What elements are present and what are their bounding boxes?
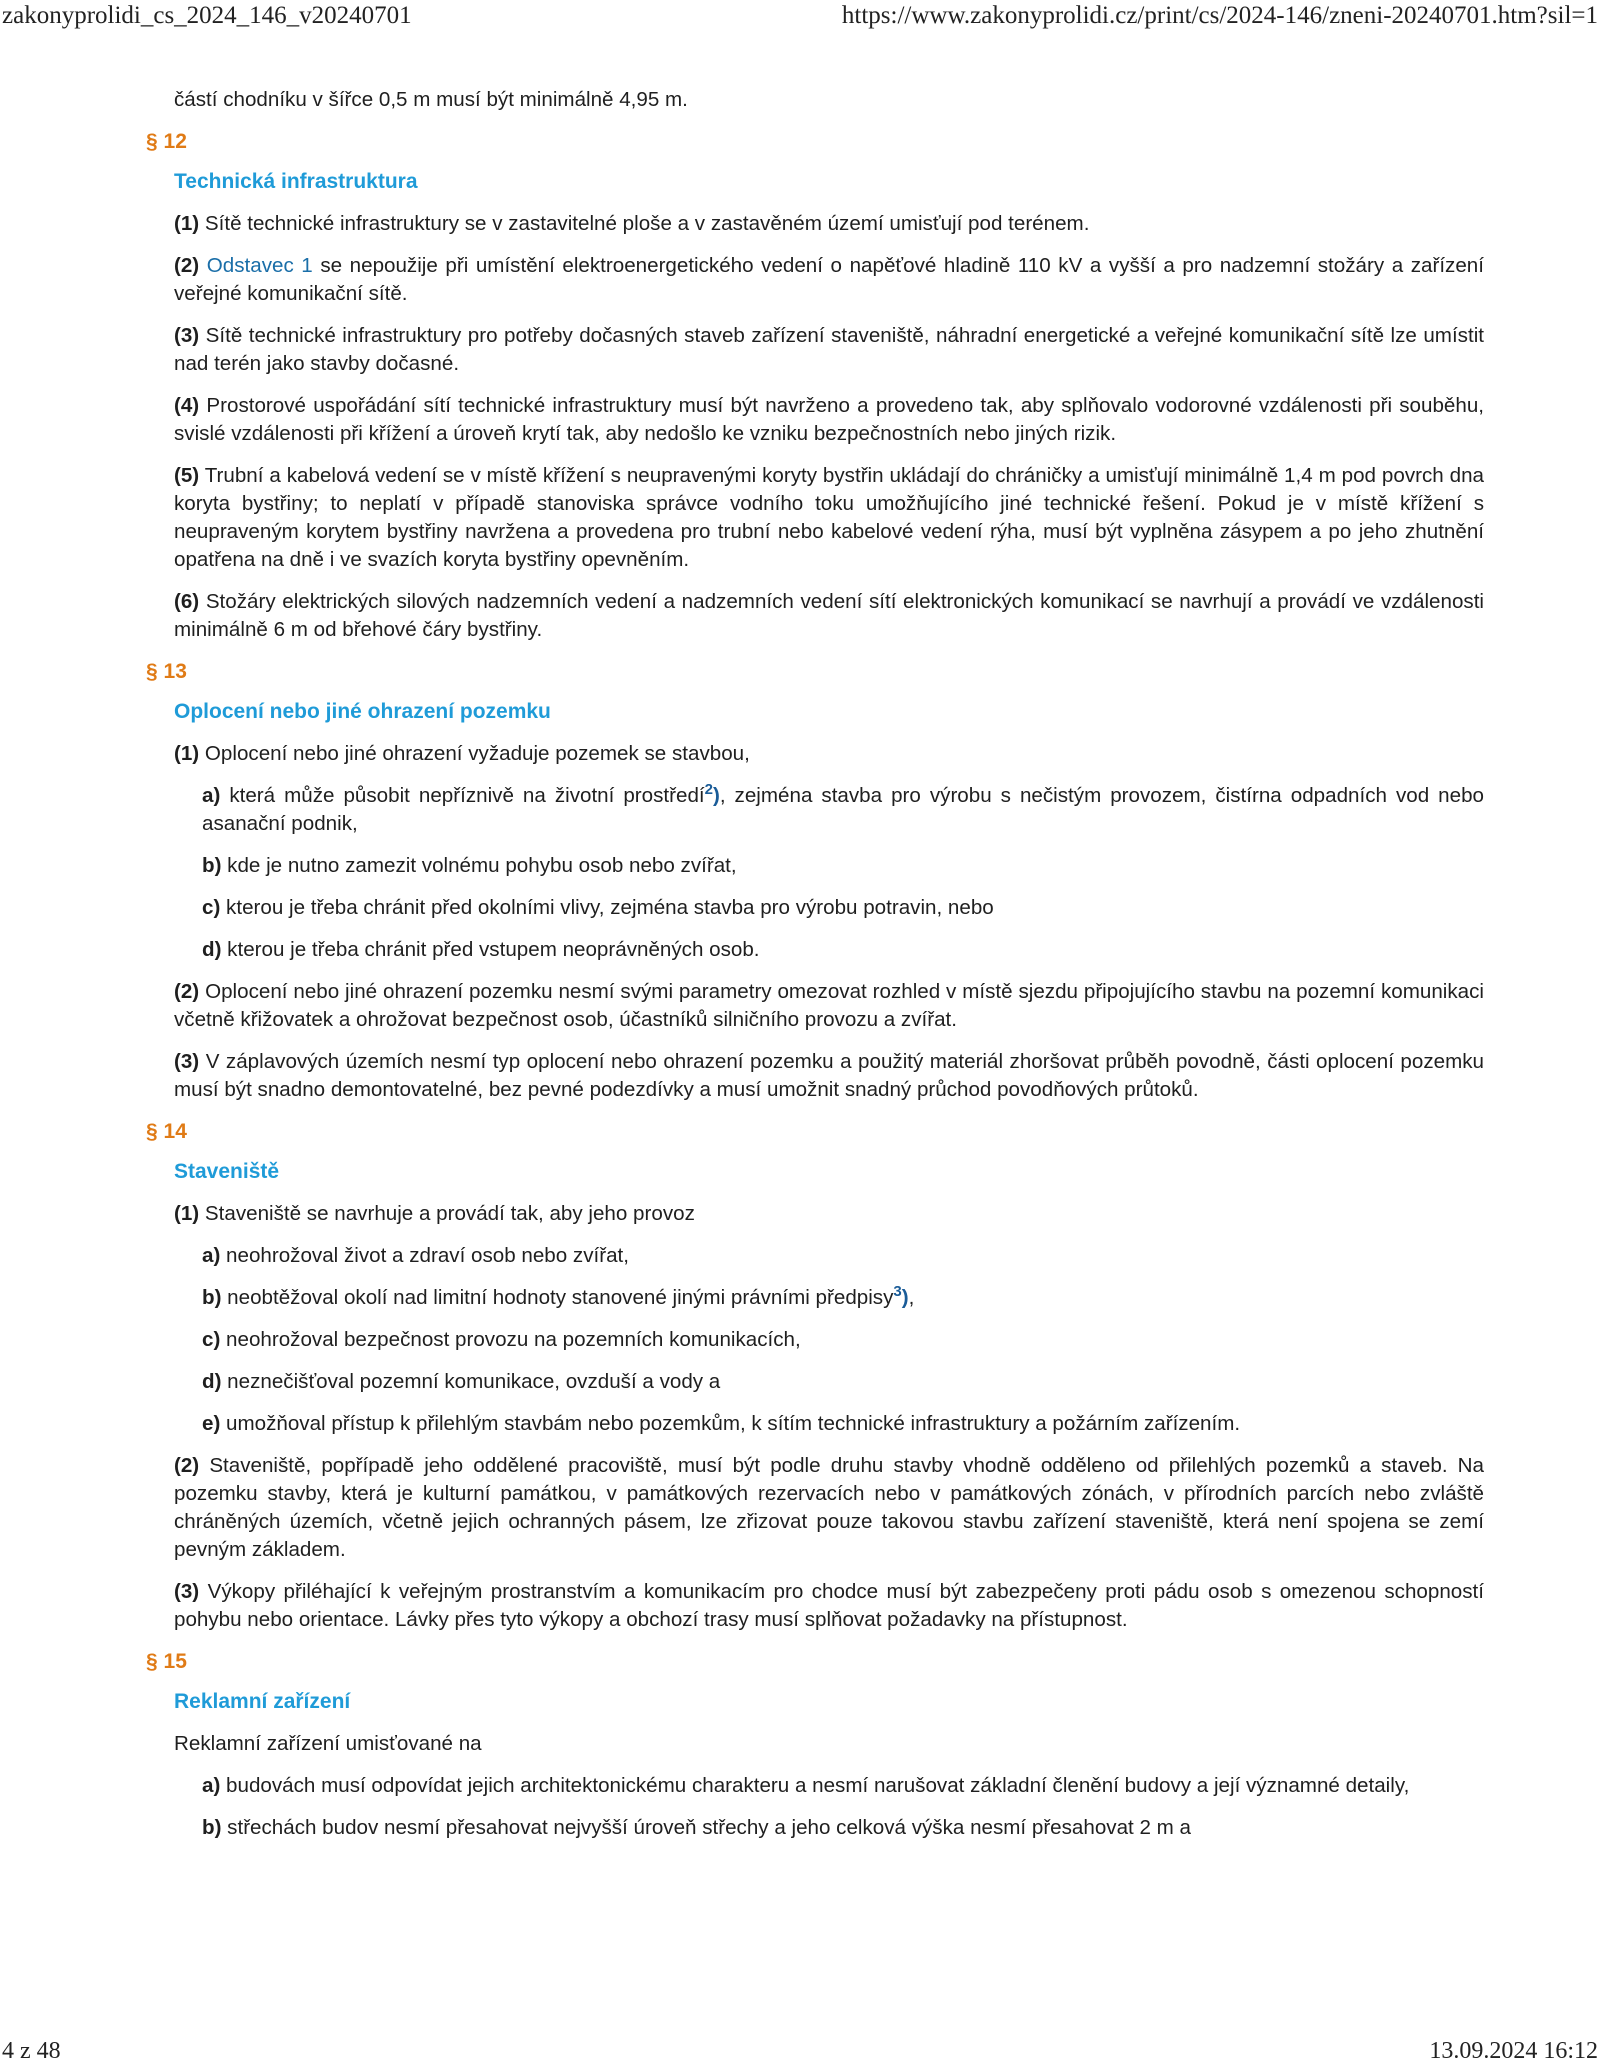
- section-mark-12: § 12: [146, 130, 187, 153]
- item-15-b: [202, 1814, 1484, 1842]
- item-text: kde je nutno zamezit volnému pohybu osob nebo zvířat,: [227, 854, 737, 877]
- paragraph-12-5: [174, 462, 1484, 574]
- item-letter: d): [202, 938, 222, 961]
- paragraph-12-3: [174, 322, 1484, 378]
- paragraph-text: Sítě technické infrastruktury pro potřeby dočasných staveb zařízení staveniště, náhradní energetické a veřejné komunikační sítě lze umístit nad terén jako stavby dočasné.: [174, 324, 1484, 375]
- print-footer: [0, 2036, 1600, 2068]
- item-14-e: [202, 1410, 1484, 1438]
- section-title-12: Technická infrastruktura: [174, 170, 418, 193]
- item-text: umožňoval přístup k přilehlým stavbám nebo pozemkům, k sítím technické infrastruktury a požárním zařízením.: [226, 1412, 1241, 1435]
- paragraph-text: Oplocení nebo jiné ohrazení pozemku nesmí svými parametry omezovat rozhled v místě sjezdu připojujícího stavbu na pozemní komunikaci včetně křižovatek a ohrožovat bezpečnost osob, účastníků silničního provozu a zvířat.: [174, 980, 1484, 1031]
- paragraph-text: Prostorové uspořádání sítí technické infrastruktury musí být navrženo a provedeno tak, aby splňovalo vodorovné vzdálenosti při souběhu, svislé vzdálenosti při křížení a úroveň krytí tak, aby nedošlo ke vzniku bezpečnostních nebo jiných rizik.: [174, 394, 1484, 445]
- paragraph-number: (5): [174, 464, 200, 487]
- paragraph-text: Trubní a kabelová vedení se v místě křížení s neupravenými koryty bystřin ukládají do chráničky a umisťují minimálně 1,4 m pod povrch dna koryta bystřiny; to neplatí v případě stanoviska správce vodního toku umožňujícího jiné technické řešení. Pokud je v místě křížení s neupraveným korytem bystřiny navržena a provedena pro trubní nebo kabelové vedení rýha, musí být vyplněna zásypem a po jeho zhutnění opatřena na dně i ve svazích koryta bystřiny opevněním.: [174, 464, 1484, 571]
- paragraph-number: (1): [174, 742, 200, 765]
- item-text: kterou je třeba chránit před vstupem neoprávněných osob.: [227, 938, 760, 961]
- item-letter: c): [202, 896, 221, 919]
- item-text-cont: , zejména stavba pro výrobu s nečistým provozem, čistírna odpadních vod nebo asanační podnik,: [202, 784, 1484, 835]
- paragraph-text: Stožáry elektrických silových nadzemních vedení a nadzemních vedení sítí elektronických komunikací se navrhují a provádí ve vzdálenosti minimálně 6 m od břehové čáry bystřiny.: [174, 590, 1484, 641]
- item-text: budovách musí odpovídat jejich architektonickému charakteru a nesmí narušovat základní členění budovy a její významné detaily,: [226, 1774, 1410, 1797]
- item-letter: d): [202, 1370, 222, 1393]
- item-letter: b): [202, 1816, 222, 1839]
- paragraph-14-1: [174, 1200, 1484, 1228]
- paragraph-14-2: [174, 1452, 1484, 1564]
- paragraph-12-4: [174, 392, 1484, 448]
- item-13-a: [202, 782, 1484, 838]
- item-letter: c): [202, 1328, 221, 1351]
- paragraph-number: (6): [174, 590, 200, 613]
- paragraph-number: (1): [174, 1202, 200, 1225]
- item-letter: b): [202, 854, 222, 877]
- print-url: https://www.zakonyprolidi.cz/print/cs/2024-146/zneni-20240701.htm?sil=1: [841, 2, 1598, 29]
- paragraph-13-2: [174, 978, 1484, 1034]
- paragraph-number: (1): [174, 212, 200, 235]
- footnote-2-link[interactable]: $^2$): [704, 781, 720, 807]
- paragraph-number: (3): [174, 1050, 200, 1073]
- item-14-b: [202, 1284, 1484, 1312]
- item-text: neohrožoval bezpečnost provozu na pozemních komunikacích,: [226, 1328, 801, 1351]
- paragraph-number: (3): [174, 1580, 200, 1603]
- section-title-14: Staveniště: [174, 1160, 280, 1183]
- paragraph-text: se nepoužije při umístění elektroenergetického vedení o napěťové hladině 110 kV a vyšší a pro nadzemní stožáry a zařízení veřejné komunikační sítě.: [174, 254, 1484, 305]
- item-14-c: [202, 1326, 1484, 1354]
- item-letter: a): [202, 1244, 221, 1267]
- paragraph-12-6: [174, 588, 1484, 644]
- item-text: kterou je třeba chránit před okolními vlivy, zejména stavba pro výrobu potravin, nebo: [226, 896, 994, 919]
- item-text: střechách budov nesmí přesahovat nejvyšší úroveň střechy a jeho celková výška nesmí přesahovat 2 m a: [227, 1816, 1191, 1839]
- item-text: neohrožoval život a zdraví osob nebo zvířat,: [226, 1244, 629, 1267]
- paragraph-text: Oplocení nebo jiné ohrazení vyžaduje pozemek se stavbou,: [204, 742, 750, 765]
- section-mark-13: § 13: [146, 660, 187, 683]
- item-13-c: [202, 894, 1484, 922]
- intro-paragraph: částí chodníku v šířce 0,5 m musí být minimálně 4,95 m.: [174, 88, 688, 111]
- paragraph-text: Sítě technické infrastruktury se v zastavitelné ploše a v zastavěném území umisťují pod terénem.: [204, 212, 1090, 235]
- document-content: [146, 86, 1484, 1856]
- odstavec-1-link[interactable]: Odstavec 1: [206, 254, 313, 277]
- section-mark-14: § 14: [146, 1120, 187, 1143]
- print-timestamp: 13.09.2024 16:12: [1429, 2038, 1598, 2064]
- item-text: která může působit nepříznivě na životní prostředí: [229, 784, 705, 807]
- paragraph-14-3: [174, 1578, 1484, 1634]
- item-text-cont: ,: [908, 1286, 915, 1309]
- section-title-13: Oplocení nebo jiné ohrazení pozemku: [174, 700, 551, 723]
- item-text: neznečišťoval pozemní komunikace, ovzduší a vody a: [227, 1370, 721, 1393]
- footnote-3-link[interactable]: $^3$): [893, 1283, 909, 1309]
- item-letter: e): [202, 1412, 221, 1435]
- paragraph-13-3: [174, 1048, 1484, 1104]
- item-text: neobtěžoval okolí nad limitní hodnoty stanovené jinými právními předpisy: [227, 1286, 894, 1309]
- page-number: 4 z 48: [2, 2038, 61, 2064]
- item-letter: a): [202, 1774, 221, 1797]
- section-title-15: Reklamní zařízení: [174, 1690, 351, 1713]
- section-mark-15: § 15: [146, 1650, 187, 1673]
- item-14-a: [202, 1242, 1484, 1270]
- item-13-b: [202, 852, 1484, 880]
- item-15-a: [202, 1772, 1484, 1800]
- item-letter: b): [202, 1286, 222, 1309]
- paragraph-15-lead: Reklamní zařízení umisťované na: [174, 1732, 482, 1755]
- item-13-d: [202, 936, 1484, 964]
- paragraph-13-1: [174, 740, 1484, 768]
- print-header: [0, 0, 1600, 34]
- paragraph-number: (4): [174, 394, 200, 417]
- paragraph-12-1: [174, 210, 1484, 238]
- document-id: zakonyprolidi_cs_2024_146_v20240701: [2, 2, 412, 29]
- paragraph-number: (2): [174, 980, 200, 1003]
- paragraph-number: (2): [174, 1454, 200, 1477]
- paragraph-text: Staveniště se navrhuje a provádí tak, aby jeho provoz: [204, 1202, 695, 1225]
- paragraph-text: Výkopy přiléhající k veřejným prostranstvím a komunikacím pro chodce musí být zabezpečeny proti pádu osob s omezenou schopností pohybu nebo orientace. Lávky přes tyto výkopy a obchozí trasy musí splňovat požadavky na přístupnost.: [174, 1580, 1484, 1631]
- paragraph-number: (3): [174, 324, 200, 347]
- item-letter: a): [202, 784, 221, 807]
- item-14-d: [202, 1368, 1484, 1396]
- paragraph-text: Staveniště, popřípadě jeho oddělené pracoviště, musí být podle druhu stavby vhodně odděleno od přilehlých pozemků a staveb. Na pozemku stavby, která je kulturní památkou, v památkových rezervacích nebo v památkových zónách, v přírodních parcích nebo zvláště chráněných územích, včetně jejich ochranných pásem, lze zřizovat pouze takovou stavbu zařízení staveniště, která není spojena se zemí pevným základem.: [174, 1454, 1484, 1561]
- paragraph-12-2: [174, 252, 1484, 308]
- paragraph-number: (2): [174, 254, 200, 277]
- paragraph-text: V záplavových územích nesmí typ oplocení nebo ohrazení pozemku a použitý materiál zhoršovat průběh povodně, části oplocení pozemku musí být snadno demontovatelné, bez pevné podezdívky a musí umožnit snadný průchod povodňových průtoků.: [174, 1050, 1484, 1101]
